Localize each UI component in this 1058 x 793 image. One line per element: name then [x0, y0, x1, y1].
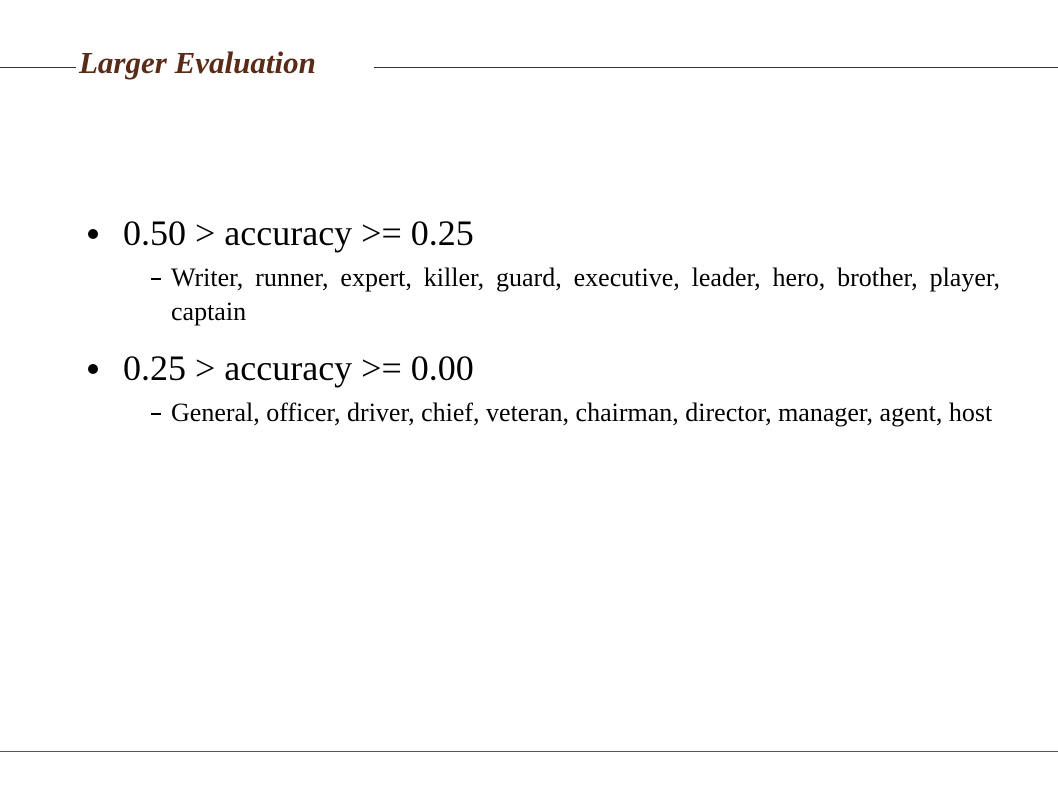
bullet-dot-icon [88, 364, 98, 374]
bullet-dot-icon [88, 229, 98, 239]
sub-bullet-item [171, 396, 1000, 430]
dash-icon [151, 278, 161, 280]
slide-title: Larger Evaluation [79, 45, 316, 80]
sub-bullet-text: Writer, runner, expert, killer, guard, executive, leader, hero, brother, player, captain [171, 263, 1000, 326]
bullet-heading: 0.50 > accuracy >= 0.25 [123, 213, 474, 253]
sub-bullet-item [171, 261, 1000, 329]
bullet-item [88, 212, 1000, 254]
title-rule-right [374, 67, 1058, 68]
dash-icon [151, 413, 161, 415]
footer-rule [0, 751, 1058, 752]
bullet-heading: 0.25 > accuracy >= 0.00 [123, 348, 474, 388]
bullet-item [88, 347, 1000, 389]
slide-body [88, 212, 1000, 430]
sub-bullet-text: General, officer, driver, chief, veteran, chairman, director, manager, agent, host [171, 398, 993, 427]
title-rule-left [0, 67, 76, 68]
